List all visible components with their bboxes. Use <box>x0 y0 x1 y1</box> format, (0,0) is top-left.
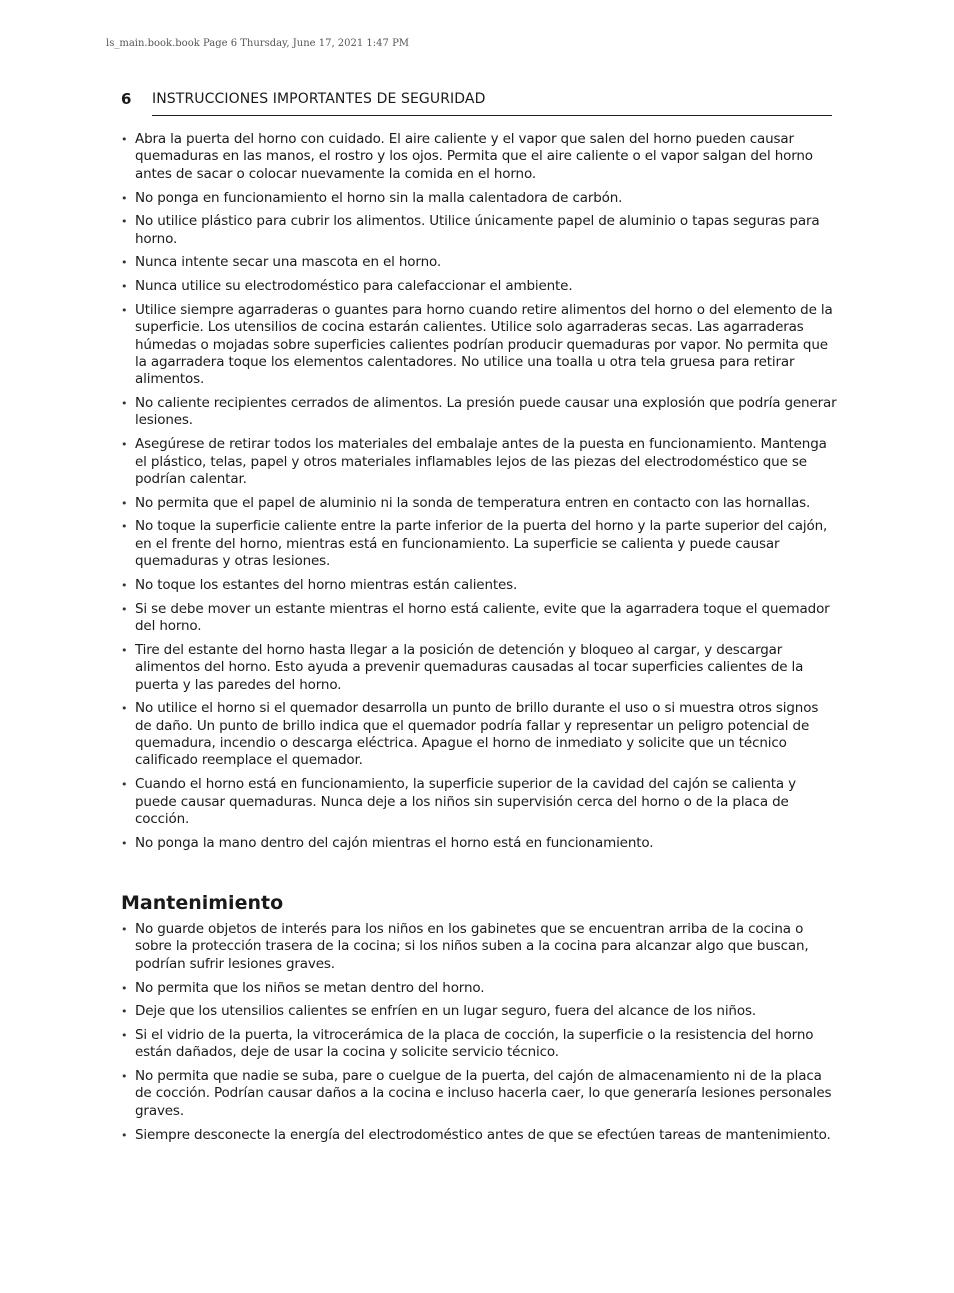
safety-instructions-list <box>121 131 837 858</box>
file-header: ls_main.book.book Page 6 Thursday, June 17, 2021 1:47 PM <box>106 38 410 49</box>
list-item: • Si el vidrio de la puerta, la vitrocerámica de la placa de cocción, la superficie o la resistencia del horno están dañados, deje de usar la cocina y solicite servicio técnico. <box>121 1027 837 1062</box>
maintenance-list <box>121 921 837 1150</box>
list-item: • No utilice el horno si el quemador desarrolla un punto de brillo durante el uso o si muestra otros signos de daño. Un punto de brillo indica que el quemador podría fallar y representar un peligro potencial de quemadura, incendio o descarga eléctrica. Apague el horno de inmediato y solicite que un técnico calificado reemplace el quemador. <box>121 700 837 770</box>
list-item: • Utilice siempre agarraderas o guantes para horno cuando retire alimentos del horno o del elemento de la superficie. Los utensilios de cocina estarán calientes. Utilice solo agarraderas secas. Las agarraderas húmedas o mojadas sobre superficies calientes podrían producir quemaduras por vapor. No permita que la agarradera toque los elementos calentadores. No utilice una toalla u otra tela gruesa para retirar alimentos. <box>121 302 837 389</box>
section-title-maintenance: Mantenimiento <box>121 892 284 914</box>
list-item: • No permita que el papel de aluminio ni la sonda de temperatura entren en contacto con las hornallas. <box>121 495 837 512</box>
page-title: INSTRUCCIONES IMPORTANTES DE SEGURIDAD <box>152 91 486 107</box>
list-item: • Tire del estante del horno hasta llegar a la posición de detención y bloqueo al cargar, y descargar alimentos del horno. Esto ayuda a prevenir quemaduras causadas al tocar superficies calientes de la puerta y las paredes del horno. <box>121 642 837 694</box>
list-item: • Deje que los utensilios calientes se enfríen en un lugar seguro, fuera del alcance de los niños. <box>121 1003 837 1020</box>
list-item: • Nunca utilice su electrodoméstico para calefaccionar el ambiente. <box>121 278 837 295</box>
list-item: • No toque los estantes del horno mientras están calientes. <box>121 577 837 594</box>
page-header <box>121 90 832 116</box>
list-item: • No caliente recipientes cerrados de alimentos. La presión puede causar una explosión que podría generar lesiones. <box>121 395 837 430</box>
list-item: • Siempre desconecte la energía del electrodoméstico antes de que se efectúen tareas de mantenimiento. <box>121 1127 837 1144</box>
list-item: • No ponga en funcionamiento el horno sin la malla calentadora de carbón. <box>121 190 837 207</box>
list-item: • No utilice plástico para cubrir los alimentos. Utilice únicamente papel de aluminio o tapas seguras para horno. <box>121 213 837 248</box>
list-item: • No ponga la mano dentro del cajón mientras el horno está en funcionamiento. <box>121 835 837 852</box>
page-number: 6 <box>121 90 132 108</box>
list-item: • No toque la superficie caliente entre la parte inferior de la puerta del horno y la parte superior del cajón, en el frente del horno, mientras está en funcionamiento. La superficie se calienta y puede causar quemaduras y otras lesiones. <box>121 518 837 570</box>
header-rule <box>152 115 832 116</box>
list-item: • No permita que nadie se suba, pare o cuelgue de la puerta, del cajón de almacenamiento ni de la placa de cocción. Podrían causar daños a la cocina e incluso hacerla caer, lo que generaría lesiones personales graves. <box>121 1068 837 1120</box>
list-item: • No guarde objetos de interés para los niños en los gabinetes que se encuentran arriba de la cocina o sobre la protección trasera de la cocina; si los niños suben a la cocina para alcanzar algo que buscan, podrían sufrir lesiones graves. <box>121 921 837 973</box>
list-item: • Abra la puerta del horno con cuidado. El aire caliente y el vapor que salen del horno pueden causar quemaduras en las manos, el rostro y los ojos. Permita que el aire caliente o el vapor salgan del horno antes de sacar o colocar nuevamente la comida en el horno. <box>121 131 837 183</box>
list-item: • Cuando el horno está en funcionamiento, la superficie superior de la cavidad del cajón se calienta y puede causar quemaduras. Nunca deje a los niños sin supervisión cerca del horno o de la placa de cocción. <box>121 776 837 828</box>
list-item: • Asegúrese de retirar todos los materiales del embalaje antes de la puesta en funcionamiento. Mantenga el plástico, telas, papel y otros materiales inflamables lejos de las piezas del electrodoméstico que se podrían calentar. <box>121 436 837 488</box>
list-item: • Si se debe mover un estante mientras el horno está caliente, evite que la agarradera toque el quemador del horno. <box>121 601 837 636</box>
list-item: • No permita que los niños se metan dentro del horno. <box>121 980 837 997</box>
list-item: • Nunca intente secar una mascota en el horno. <box>121 254 837 271</box>
